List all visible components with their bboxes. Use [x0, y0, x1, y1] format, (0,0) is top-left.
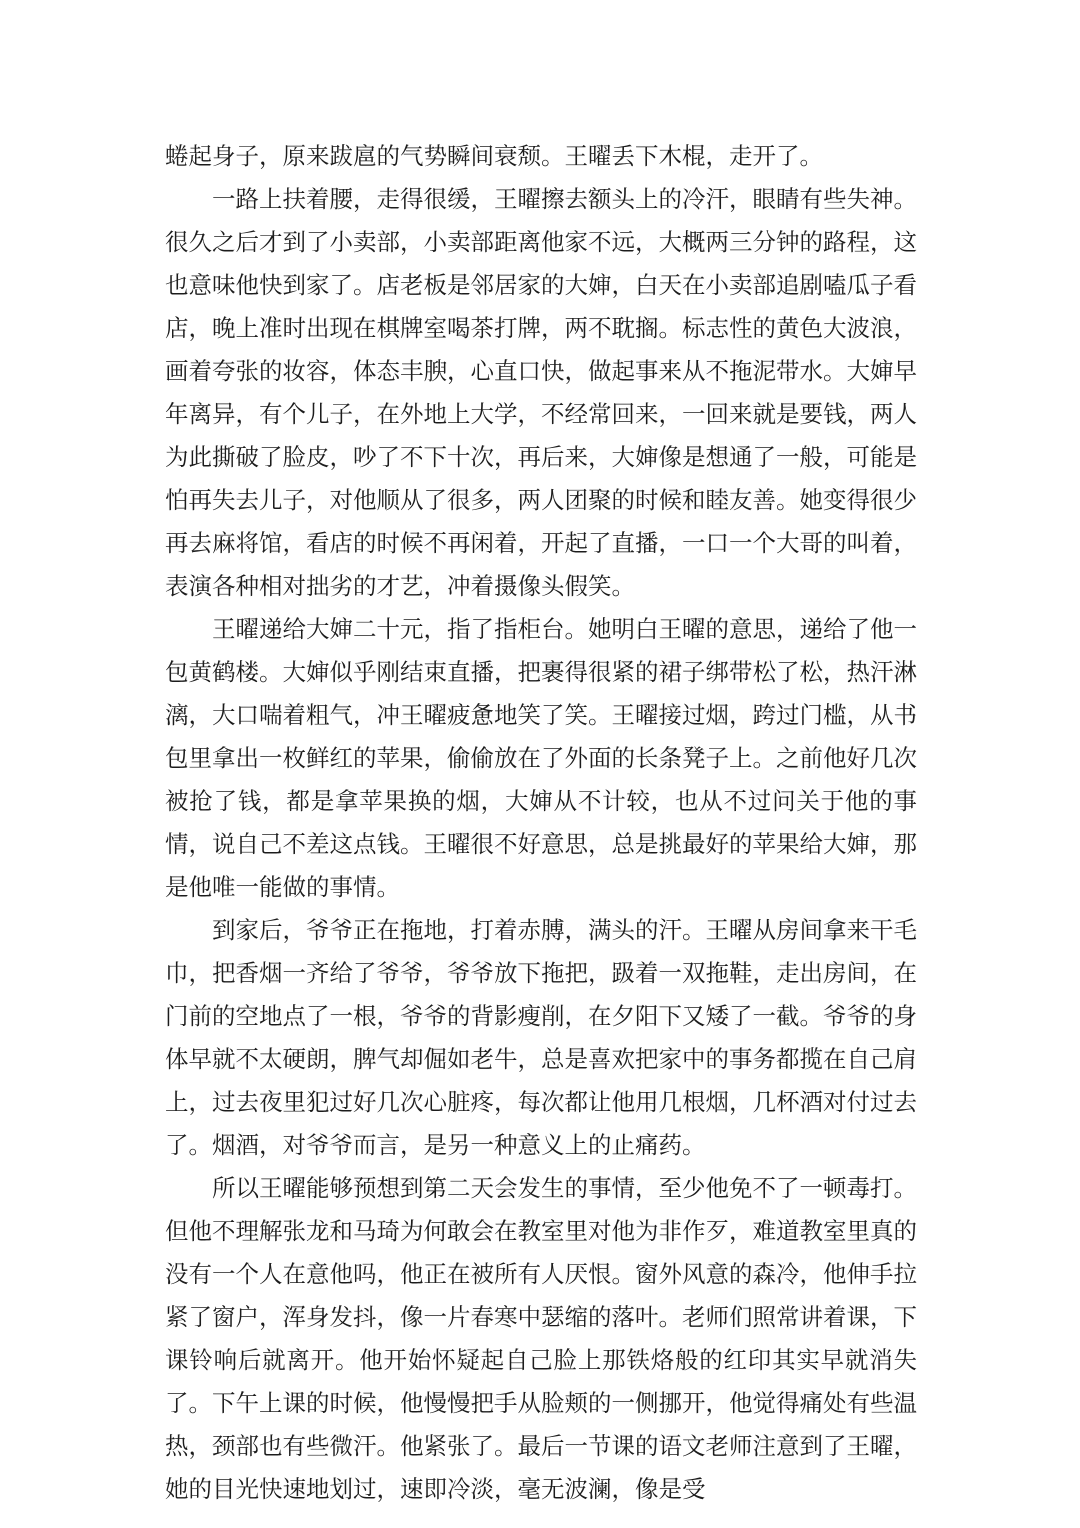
paragraph-4: 到家后，爷爷正在拖地，打着赤膊，满头的汗。王曜从房间拿来干毛巾，把香烟一齐给了爷爷，爷爷放下拖把，趿着一双拖鞋，走出房间，在门前的空地点了一根，爷爷的背影瘦削，在夕阳下又矮了一截。爷爷的身体早就不太硬朗，脾气却倔如老牛，总是喜欢把家中的事务都揽在自己肩上，过去夜里犯过好几次心脏疼，每次都让他用几根烟，几杯酒对付过去了。烟酒，对爷爷而言，是另一种意义上的止痛药。 [165, 916, 917, 1159]
paragraph-3: 王曜递给大婶二十元，指了指柜台。她明白王曜的意思，递给了他一包黄鹤楼。大婶似乎刚结束直播，把裹得很紧的裙子绑带松了松，热汗淋漓，大口喘着粗气，冲王曜疲惫地笑了笑。王曜接过烟，跨过门槛，从书包里拿出一枚鲜红的苹果，偷偷放在了外面的长条凳子上。之前他好几次被抢了钱，都是拿苹果换的烟，大婶从不计较，也从不过问关于他的事情，说自己不差这点钱。王曜很不好意思，总是挑最好的苹果给大婶，那是他唯一能做的事情。 [165, 615, 917, 901]
body-text [165, 135, 917, 1511]
paragraph-1: 蜷起身子，原来跋扈的气势瞬间衰颓。王曜丢下木棍，走开了。 [165, 142, 823, 170]
paragraph-2: 一路上扶着腰，走得很缓，王曜擦去额头上的冷汗，眼睛有些失神。很久之后才到了小卖部，小卖部距离他家不远，大概两三分钟的路程，这也意味他快到家了。店老板是邻居家的大婶，白天在小卖部追剧嗑瓜子看店，晚上准时出现在棋牌室喝茶打牌，两不耽搁。标志性的黄色大波浪，画着夸张的妆容，体态丰腴，心直口快，做起事来从不拖泥带水。大婶早年离异，有个儿子，在外地上大学，不经常回来，一回来就是要钱，两人为此撕破了脸皮，吵了不下十次，再后来，大婶像是想通了一般，可能是怕再失去儿子，对他顺从了很多，两人团聚的时候和睦友善。她变得很少再去麻将馆，看店的时候不再闲着，开起了直播，一口一个大哥的叫着，表演各种相对拙劣的才艺，冲着摄像头假笑。 [165, 185, 917, 600]
paragraph-5: 所以王曜能够预想到第二天会发生的事情，至少他免不了一顿毒打。但他不理解张龙和马琦为何敢会在教室里对他为非作歹，难道教室里真的没有一个人在意他吗，他正在被所有人厌恨。窗外风意的森冷，他伸手拉紧了窗户，浑身发抖，像一片春寒中瑟缩的落叶。老师们照常讲着课，下课铃响后就离开。他开始怀疑起自己脸上那铁烙般的红印其实早就消失了。下午上课的时候，他慢慢把手从脸颊的一侧挪开，他觉得痛处有些温热，颈部也有些微汗。他紧张了。最后一节课的语文老师注意到了王曜，她的目光快速地划过，速即冷淡，毫无波澜，像是受 [165, 1174, 917, 1503]
